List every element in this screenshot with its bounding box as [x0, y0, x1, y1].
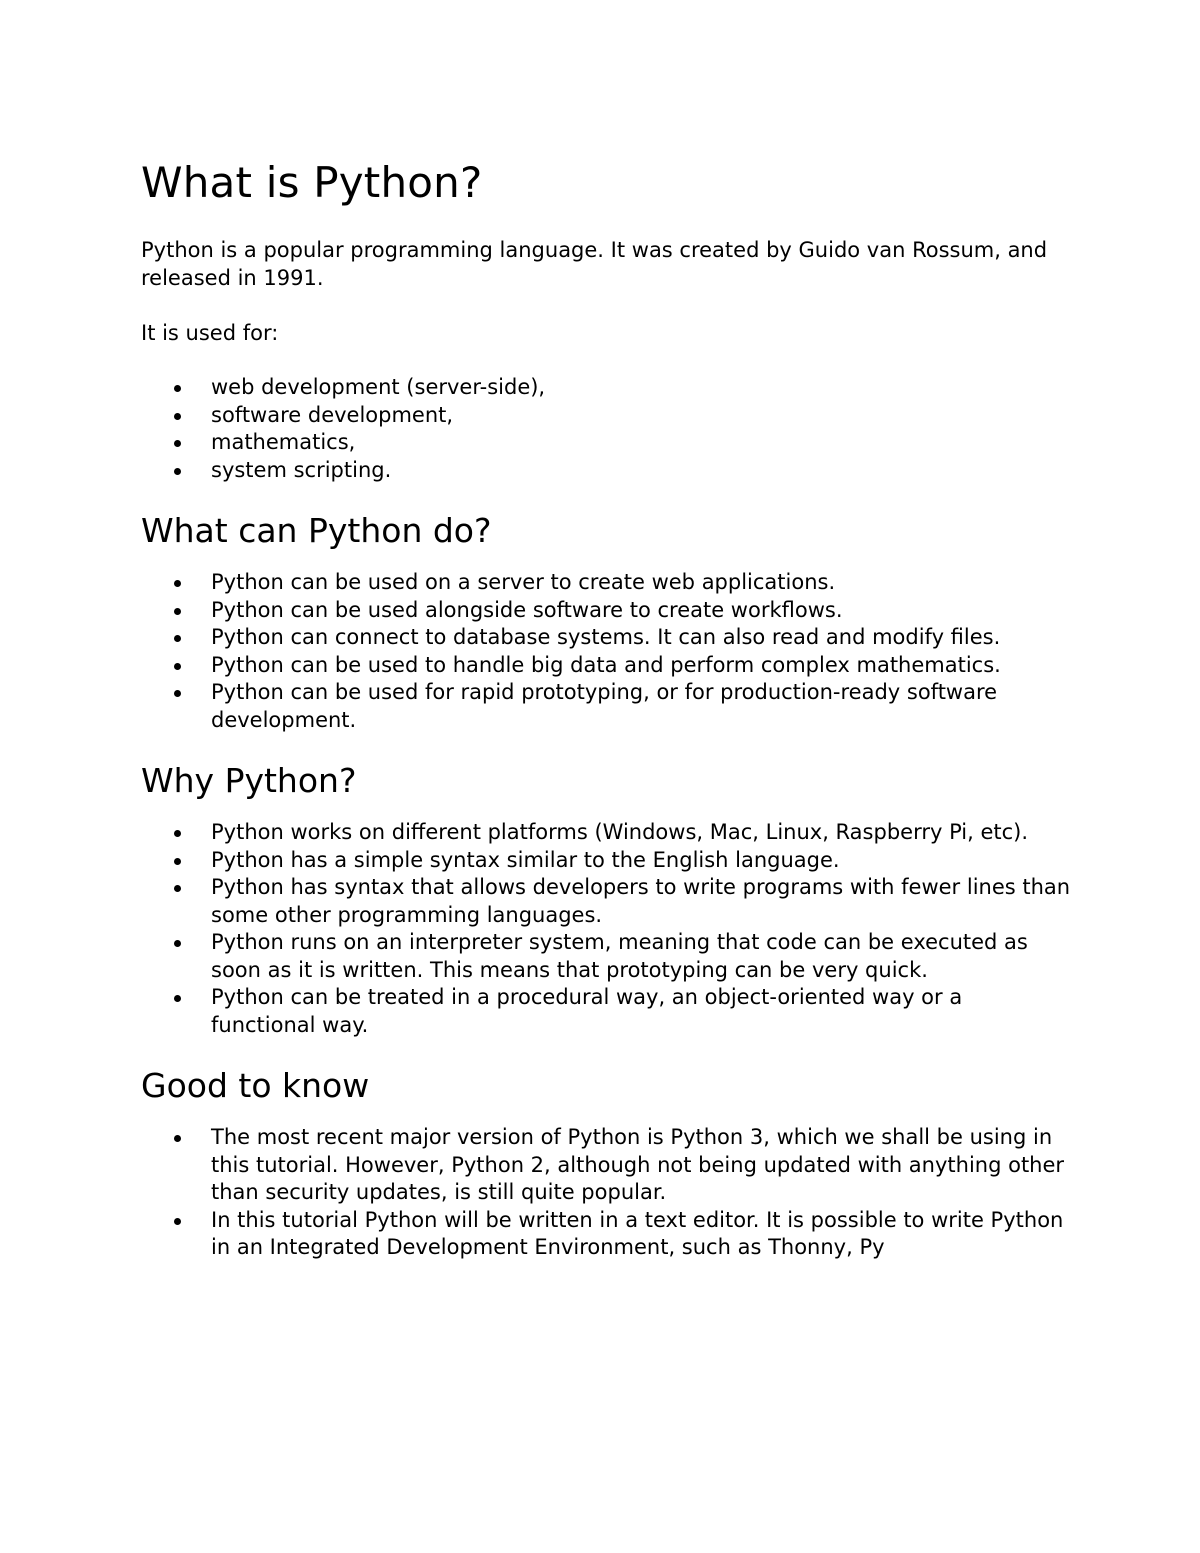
bullet-icon — [174, 385, 181, 392]
bullet-icon — [174, 413, 181, 420]
list-item-text: system scripting. — [211, 457, 392, 482]
bullet-icon — [174, 885, 181, 892]
list-item — [141, 1207, 1071, 1262]
bullet-icon — [174, 635, 181, 642]
list-item — [141, 374, 1071, 402]
list-item — [141, 624, 1071, 652]
list-item — [141, 569, 1071, 597]
bullet-icon — [174, 468, 181, 475]
bullet-icon — [174, 940, 181, 947]
bullet-icon — [174, 995, 181, 1002]
list-item-text: Python can be used on a server to create web applications. — [211, 570, 836, 594]
list-item-text: Python can be used for rapid prototyping, or for production-ready software development. — [211, 680, 998, 732]
list-item-text: mathematics, — [211, 430, 356, 454]
can-do-list — [141, 569, 1071, 734]
list-item-text: Python works on different platforms (Windows, Mac, Linux, Raspberry Pi, etc). — [211, 820, 1029, 844]
list-item-text: The most recent major version of Python is Python 3, which we shall be using in this tutorial. However, Python 2, although not being updated with anything other than security updates, is still quite popular. — [211, 1125, 1065, 1204]
bullet-icon — [174, 1218, 181, 1225]
bullet-icon — [174, 440, 181, 447]
list-item-text: Python can be used to handle big data and perform complex mathematics. — [211, 652, 1001, 677]
bullet-icon — [174, 663, 181, 670]
list-item-text: software development, — [211, 402, 454, 427]
used-for-list — [141, 374, 1071, 484]
used-for-label: It is used for: — [141, 321, 279, 345]
list-item-text: In this tutorial Python will be written in a text editor. It is possible to write Python in an Integrated Development Environment, such as Thonny, Py — [211, 1207, 1064, 1259]
list-item — [141, 929, 1071, 984]
list-item — [141, 1124, 1071, 1207]
list-item-text: Python has syntax that allows developers to write programs with fewer lines than some other programming languages. — [211, 875, 1071, 927]
list-item-text: Python can connect to database systems. It can also read and modify files. — [211, 625, 1001, 649]
list-item — [141, 597, 1071, 625]
list-item — [141, 652, 1071, 680]
good-to-know-list — [141, 1124, 1071, 1262]
bullet-icon — [174, 1135, 181, 1142]
list-item-text: Python has a simple syntax similar to the English language. — [211, 847, 840, 872]
page-title: What is Python? — [141, 158, 483, 207]
why-list — [141, 819, 1071, 1039]
list-item — [141, 679, 1071, 734]
section-heading-can-do: What can Python do? — [141, 511, 492, 550]
bullet-icon — [174, 830, 181, 837]
list-item — [141, 457, 1071, 485]
list-item — [141, 429, 1071, 457]
section-heading-why: Why Python? — [141, 761, 357, 800]
list-item-text: Python can be treated in a procedural way, an object-oriented way or a functional way. — [211, 985, 963, 1037]
list-item — [141, 874, 1071, 929]
bullet-icon — [174, 690, 181, 697]
intro-paragraph: Python is a popular programming language. It was created by Guido van Rossum, and released in 1991. — [141, 238, 1048, 290]
document-page — [141, 158, 1071, 1289]
bullet-icon — [174, 580, 181, 587]
section-heading-good-to-know: Good to know — [141, 1066, 370, 1105]
list-item-text: Python runs on an interpreter system, meaning that code can be executed as soon as it is written. This means that prototyping can be very quick. — [211, 930, 1028, 982]
list-item — [141, 847, 1071, 875]
list-item — [141, 984, 1071, 1039]
list-item — [141, 402, 1071, 430]
list-item-text: Python can be used alongside software to create workflows. — [211, 597, 843, 622]
bullet-icon — [174, 858, 181, 865]
list-item — [141, 819, 1071, 847]
list-item-text: web development (server-side), — [211, 375, 546, 399]
bullet-icon — [174, 608, 181, 615]
